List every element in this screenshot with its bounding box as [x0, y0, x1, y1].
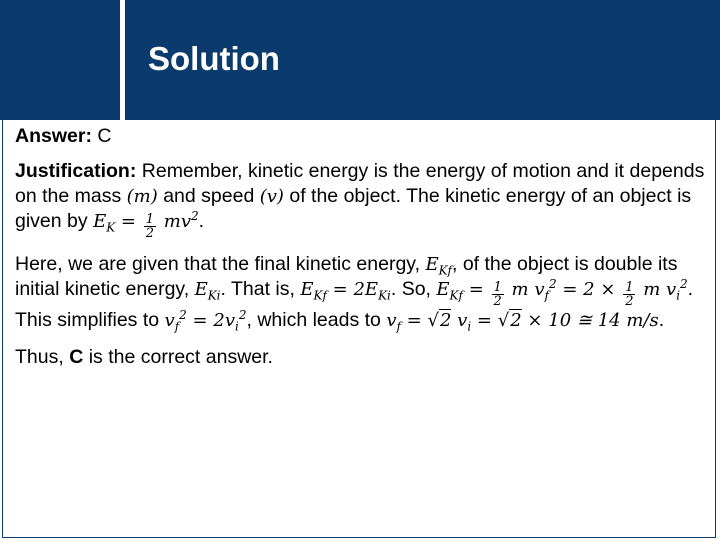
ke-formula: $E_K$ = $\frac{1}{2}$ $mv^2$ — [93, 209, 199, 241]
header-divider — [120, 0, 125, 120]
derivation-text-2: , of the object is double its initial kinetic energy, — [15, 252, 678, 300]
ekf-equation: $E_{Kf} = 2E_{Ki}$ — [300, 278, 391, 303]
justification-text-3: of the object. The kinetic energy of an object is given by — [15, 185, 692, 232]
derivation-text-1: Here, we are given that the final kinetic energy, — [15, 252, 421, 275]
page-title: Solution — [148, 40, 280, 77]
eki-symbol: $E_{Ki}$ — [194, 278, 221, 303]
final-velocity-equation: $v_f = √2$ $v_i = √2 \times 10$ ≅ 14 m/s — [386, 309, 659, 334]
answer-label: Answer: — [15, 125, 92, 147]
solution-content — [15, 124, 705, 382]
velocity-equation: $v_f^2 = 2v_i^2$ — [164, 307, 247, 334]
justification-label: Justification: — [15, 160, 137, 182]
speed-symbol: (v) — [259, 186, 284, 207]
derivation-paragraph: Here, we are given that the final kinetic energy, $E_{Kf}$, of the object is double its initial kinetic energy, $E_{Ki}$. That is, $E_{Kf} = 2E_{Ki}$. So, $E_{Kf}$ = $\frac{1}{2}$ m $v_f^2 = 2$ × $\frac{1}{2}$ m $v_i^2$. This simplifies to $v_f^2 = 2v_i^2$, which leads to $v_f = √2$ $v_i = √2 \times 10$ ≅ 14 m/s. — [15, 252, 694, 334]
ekf-symbol: $E_{Kf}$ — [425, 253, 452, 278]
derivation-text-4: . So, — [390, 277, 431, 300]
conclusion-text-1: Thus, — [15, 345, 64, 368]
derivation-text-6: , which leads to — [246, 308, 381, 331]
justification-paragraph: Justification: Remember, kinetic energy is the energy of motion and it depends on the mass (m) and speed (v) of the object. The kinetic energy of an object is given by $E_K$ = $\frac{1}{2}$ $mv^2$. — [15, 160, 705, 241]
justification-text-1: Remember, kinetic energy is the energy of motion and it depends on the mass — [15, 160, 705, 207]
conclusion-answer: C — [69, 345, 84, 368]
justification-text-2: and speed — [163, 185, 255, 207]
conclusion-text-2: is the correct answer. — [88, 345, 273, 368]
mass-symbol: (m) — [126, 186, 158, 207]
header-bar — [0, 0, 720, 120]
derivation-text-3: . That is, — [220, 277, 295, 300]
ke-ratio-equation: $E_{Kf}$ = $\frac{1}{2}$ m $v_f^2 = 2$ × $\frac{1}{2}$ m $v_i^2$ — [436, 276, 688, 309]
derivation-text-5: . This simplifies to — [15, 277, 694, 331]
conclusion-line — [15, 345, 705, 370]
fraction-half: $\frac{1}{2}$ — [145, 211, 155, 241]
answer-value: C — [97, 125, 112, 147]
answer-line — [15, 124, 705, 149]
